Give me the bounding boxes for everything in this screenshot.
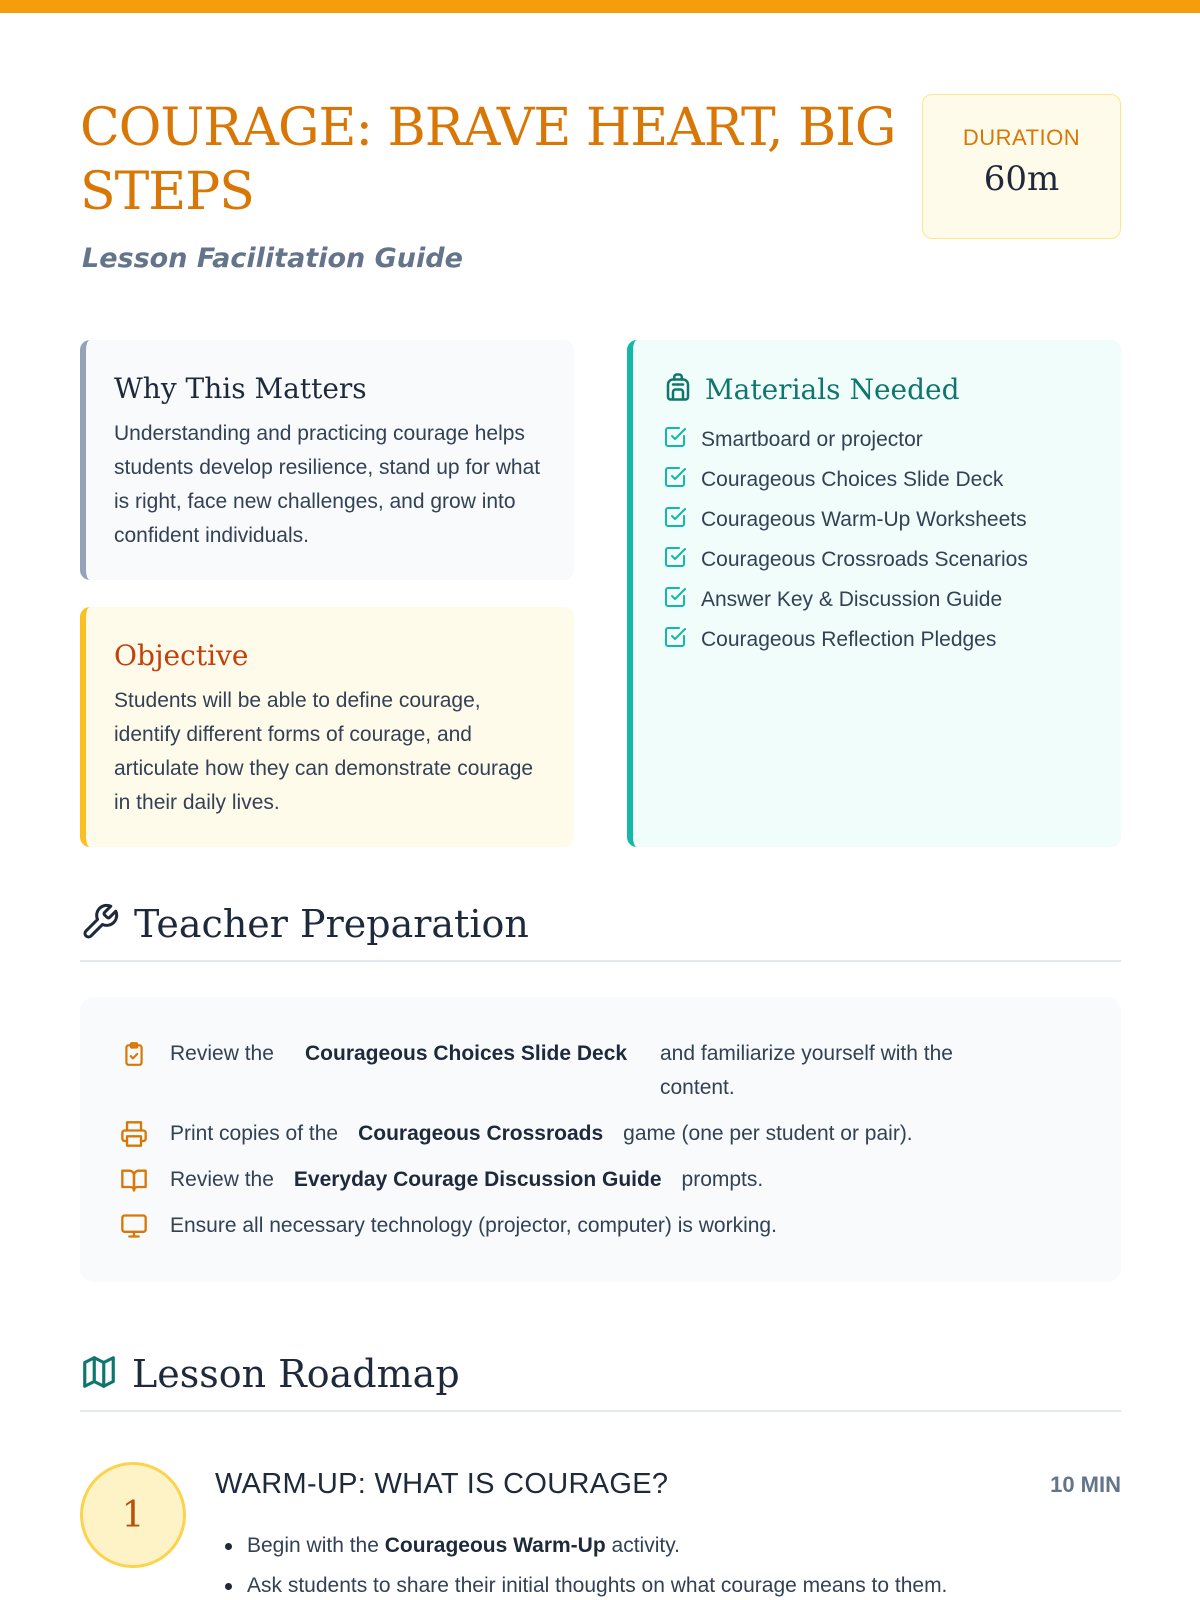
teacher-preparation-heading: Teacher Preparation (134, 902, 529, 946)
wrench-icon (80, 902, 120, 946)
duration-value: 60m (983, 159, 1060, 199)
list-item (120, 1163, 1121, 1197)
bullet-text: Ask students to share their initial thoughts on what courage means to them. (247, 1574, 948, 1597)
teacher-preparation-header (80, 902, 1121, 962)
material-label: Courageous Reflection Pledges (701, 628, 997, 651)
material-label: Courageous Warm-Up Worksheets (701, 508, 1027, 531)
list-item (663, 500, 1093, 540)
top-accent-bar (0, 0, 1200, 13)
page-subtitle: Lesson Facilitation Guide (82, 243, 463, 274)
materials-heading: Materials Needed (705, 372, 960, 406)
prep-text: Ensure all necessary technology (projector, computer) is working. (170, 1214, 777, 1237)
objective-heading: Objective (114, 639, 249, 672)
prep-text: Review the (170, 1168, 274, 1191)
material-label: Courageous Choices Slide Deck (701, 468, 1004, 491)
objective-card (80, 607, 574, 847)
duration-badge (922, 94, 1121, 239)
why-heading: Why This Matters (114, 372, 367, 405)
map-icon (80, 1353, 118, 1395)
list-item (663, 540, 1093, 580)
list-item (663, 580, 1093, 620)
book-open-icon (120, 1163, 148, 1197)
prep-text: prompts. (681, 1168, 764, 1191)
check-square-icon (663, 505, 701, 535)
list-item (663, 460, 1093, 500)
materials-list (663, 420, 1093, 660)
list-item (215, 1526, 947, 1566)
preparation-list (80, 997, 1121, 1282)
check-square-icon (663, 465, 701, 495)
lesson-roadmap-header (80, 1352, 1121, 1412)
check-square-icon (663, 625, 701, 655)
list-item (120, 1037, 1121, 1105)
step-number: 1 (80, 1462, 186, 1568)
list-item (663, 420, 1093, 460)
material-label: Courageous Crossroads Scenarios (701, 548, 1028, 571)
why-text: Understanding and practicing courage helps students develop resilience, stand up for what is right, face new challenges, and grow into confident individuals. (114, 422, 541, 547)
step-bullets (215, 1526, 947, 1600)
list-item (663, 620, 1093, 660)
step-duration: 10 MIN (1050, 1472, 1121, 1497)
monitor-icon (120, 1209, 148, 1243)
bullet-text: Begin with the (247, 1534, 379, 1557)
duration-label: DURATION (962, 125, 1081, 150)
roadmap-step (80, 1462, 1121, 1600)
why-card (80, 340, 574, 580)
prep-text: Review the (170, 1042, 274, 1065)
prep-bold-text: Everyday Courage Discussion Guide (293, 1168, 662, 1191)
check-square-icon (663, 545, 701, 575)
list-item (120, 1209, 1121, 1243)
prep-text: game (one per student or pair). (623, 1122, 913, 1145)
bullet-text: activity. (611, 1534, 680, 1557)
materials-card (627, 340, 1121, 847)
page-title: COURAGE: BRAVE HEART, BIG STEPS (80, 98, 896, 222)
backpack-icon (663, 372, 693, 406)
prep-bold-text: Courageous Crossroads (358, 1122, 604, 1145)
check-square-icon (663, 585, 701, 615)
prep-text: Print copies of the (170, 1122, 339, 1145)
lesson-roadmap-heading: Lesson Roadmap (132, 1352, 460, 1396)
material-label: Smartboard or projector (701, 428, 923, 451)
list-item (120, 1117, 1121, 1151)
objective-text: Students will be able to define courage, identify different forms of courage, and articulate how they can demonstrate courage in their daily lives. (114, 689, 534, 814)
prep-bold-text: Courageous Choices Slide Deck (305, 1042, 628, 1065)
printer-icon (120, 1117, 148, 1151)
list-item (215, 1566, 947, 1600)
check-square-icon (663, 425, 701, 455)
clipboard-check-icon (120, 1037, 148, 1071)
material-label: Answer Key & Discussion Guide (701, 588, 1003, 611)
bullet-bold-text: Courageous Warm-Up (384, 1534, 606, 1557)
step-title: WARM-UP: WHAT IS COURAGE? (215, 1468, 669, 1500)
prep-text: and familiarize yourself with the content. (660, 1042, 953, 1099)
